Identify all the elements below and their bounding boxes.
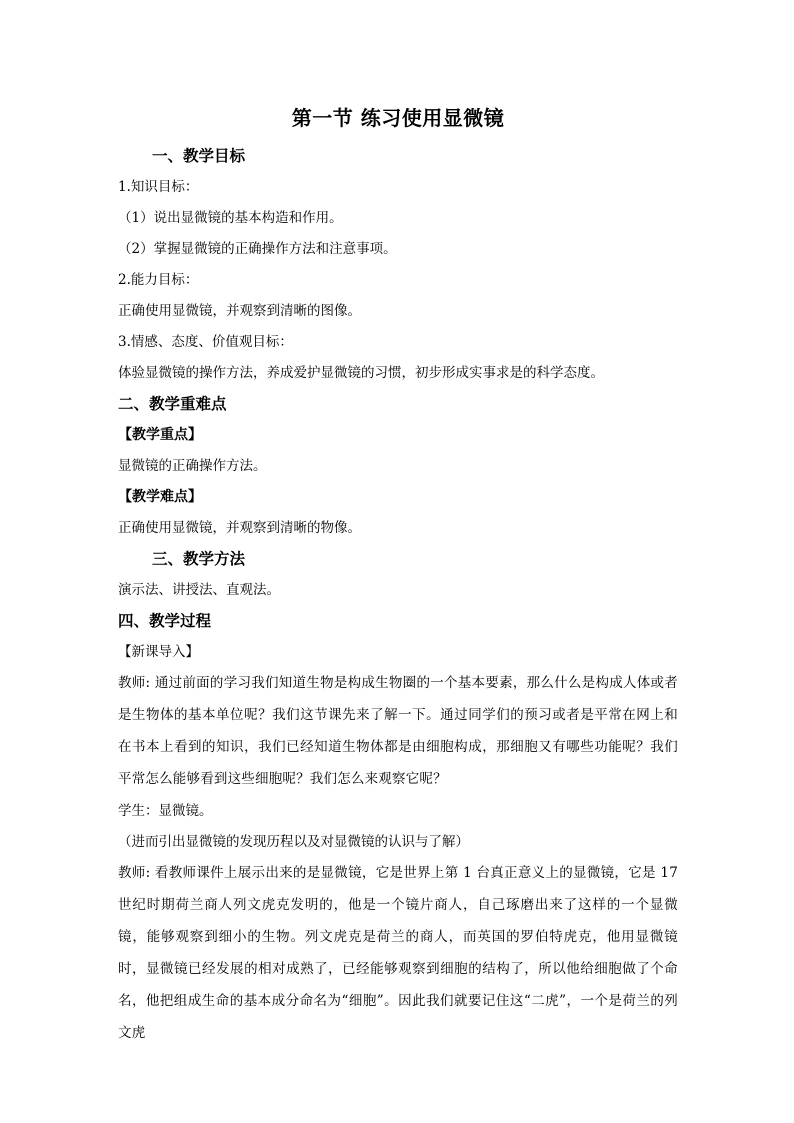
teacher-paragraph-1: 教师: 通过前面的学习我们知道生物是构成生物圈的一个基本要素，那么什么是构成人体或者是生物体的基本单位呢？我们这节课先来了解一下。通过同学们的预习或者是平常在网上和在书本上看到的知识，我们已经知道生物体都是由细胞构成，那细胞又有哪些功能呢？我们平常怎么能够看到这些细胞呢？我们怎么来观察它呢？ — [118, 675, 678, 787]
section-heading-process: 四、教学过程 — [118, 611, 212, 630]
section-heading-methods: 三、教学方法 — [152, 549, 246, 568]
section-heading-objectives: 一、教学目标 — [152, 146, 246, 165]
student-answer: 学生：显微镜。 — [118, 802, 213, 819]
key-point-label: 【教学重点】 — [118, 426, 202, 443]
difficult-point-label: 【教学难点】 — [118, 488, 202, 505]
process-note: （进而引出显微镜的发现历程以及对显微镜的认识与了解） — [118, 833, 469, 850]
document-title: 第一节 练习使用显微镜 — [291, 106, 505, 130]
ability-objective-1: 正确使用显微镜，并观察到清晰的图像。 — [118, 302, 361, 319]
difficult-point-text: 正确使用显微镜，并观察到清晰的物像。 — [118, 519, 361, 536]
teacher-paragraph-2: 教师: 看教师课件上展示出来的是显微镜，它是世界上第 1 台真正意义上的显微镜，它是 17 世纪时期荷兰商人列文虎克发明的，他是一个镜片商人，自己琢磨出来了这样的一个显微镜，能够观察到细小的生物。列文虎克是荷兰的商人，而英国的罗伯特虎克，他用显微镜时，显微镜已经发展的相对成熟了，已经能够观察到细胞的结构了，所以他给细胞做了个命名，他把组成生命的基本成分命名为“细胞”。因此我们就要记住这“二虎”，一个是荷兰的列文虎 — [118, 865, 678, 1041]
section-heading-key-difficult: 二、教学重难点 — [118, 394, 227, 413]
knowledge-objective-2: （2）掌握显微镜的正确操作方法和注意事项。 — [118, 240, 397, 257]
emotion-objective-label: 3.情感、态度、价值观目标： — [118, 333, 293, 350]
knowledge-objective-label: 1.知识目标： — [118, 178, 199, 195]
ability-objective-label: 2.能力目标： — [118, 271, 199, 288]
key-point-text: 显微镜的正确操作方法。 — [118, 457, 267, 474]
intro-label: 【新课导入】 — [118, 643, 199, 660]
document-body — [118, 104, 678, 1049]
knowledge-objective-1: （1）说出显微镜的基本构造和作用。 — [118, 209, 343, 226]
methods-text: 演示法、讲授法、直观法。 — [118, 581, 280, 598]
emotion-objective-1: 体验显微镜的操作方法，养成爱护显微镜的习惯，初步形成实事求是的科学态度。 — [118, 364, 604, 381]
